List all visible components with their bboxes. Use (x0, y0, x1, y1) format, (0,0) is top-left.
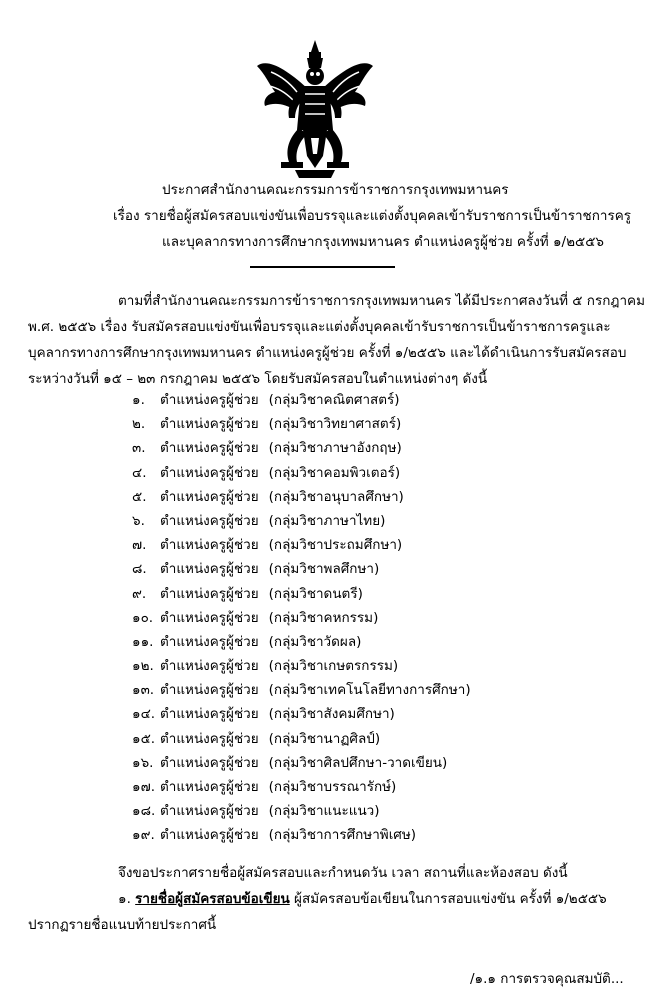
list-item-title: ตำแหน่งครูผู้ช่วย (160, 488, 259, 505)
list-item-group: (กลุ่มวิชาพลศึกษา) (268, 561, 380, 578)
list-item-group: (กลุ่มวิชาวัดผล) (268, 633, 362, 650)
list-item-number: ๑๐. (132, 609, 154, 626)
list-item-title: ตำแหน่งครูผู้ช่วย (160, 803, 259, 820)
title-line-2: เรื่อง รายชื่อผู้สมัครสอบแข่งขันเพื่อบรรจุและแต่งตั้งบุคคลเข้ารับราชการเป็นข้าราชการครู (113, 208, 631, 224)
list-item-title: ตำแหน่งครูผู้ช่วย (160, 585, 259, 602)
list-item-group: (กลุ่มวิชาศิลปศึกษา-วาดเขียน) (268, 754, 448, 771)
garuda-emblem (255, 38, 375, 180)
list-item-group: (กลุ่มวิชานาฏศิลป์) (268, 730, 381, 747)
list-item-number: ๑๓. (132, 682, 155, 699)
list-item-group: (กลุ่มวิชาเทคโนโลยีทางการศึกษา) (268, 682, 471, 699)
position-list (132, 388, 471, 848)
list-item-number: ๑๘. (132, 803, 156, 820)
list-item-title: ตำแหน่งครูผู้ช่วย (160, 609, 259, 626)
list-item-group: (กลุ่มวิชาการศึกษาพิเศษ) (268, 827, 417, 844)
intro-line: พ.ศ. ๒๕๕๖ เรื่อง รับสมัครสอบแข่งขันเพื่อบรรจุและแต่งตั้งบุคคลเข้ารับราชการเป็นข้าราชการครูและ (28, 319, 611, 335)
list-item-number: ๑๔. (132, 706, 156, 723)
list-item-number: ๑๒. (132, 658, 154, 675)
list-item-group: (กลุ่มวิชาประถมศึกษา) (268, 537, 403, 554)
list-item (132, 823, 471, 847)
list-item-number: ๖. (132, 512, 145, 529)
list-item (132, 727, 471, 751)
item-1-continuation: ปรากฏรายชื่อแนบท้ายประกาศนี้ (28, 917, 217, 933)
list-item-number: ๑. (132, 392, 145, 408)
list-item-number: ๗. (132, 537, 147, 554)
list-item-group: (กลุ่มวิชาบรรณารักษ์) (268, 779, 397, 795)
list-item (132, 702, 471, 726)
list-item (132, 412, 471, 436)
list-item-title: ตำแหน่งครูผู้ช่วย (160, 754, 259, 771)
list-item-title: ตำแหน่งครูผู้ช่วย (160, 682, 259, 699)
closing-statement: จึงขอประกาศรายชื่อผู้สมัครสอบและกำหนดวัน เวลา สถานที่และห้องสอบ ดังนี้ (118, 865, 568, 881)
list-item-number: ๕. (132, 488, 147, 505)
list-item-number: ๑๖. (132, 754, 154, 771)
item-1-text: ผู้สมัครสอบข้อเขียนในการสอบแข่งขัน ครั้งที่ ๑/๒๕๕๖ (294, 891, 607, 907)
continuation-footer: /๑.๑ การตรวจคุณสมบัติ... (470, 971, 624, 987)
list-item (132, 436, 471, 460)
list-item-number: ๑๗. (132, 779, 156, 795)
list-item-title: ตำแหน่งครูผู้ช่วย (160, 537, 259, 554)
list-item (132, 775, 471, 799)
list-item (132, 606, 471, 630)
item-1-number: ๑. (118, 891, 131, 907)
list-item-number: ๘. (132, 561, 147, 578)
list-item-group: (กลุ่มวิชาอนุบาลศึกษา) (268, 488, 404, 505)
list-item-group: (กลุ่มวิชาภาษาไทย) (268, 512, 386, 529)
list-item-title: ตำแหน่งครูผู้ช่วย (160, 779, 259, 795)
list-item-number: ๑๑. (132, 633, 154, 650)
list-item-number: ๑๙. (132, 827, 155, 844)
list-item-title: ตำแหน่งครูผู้ช่วย (160, 658, 259, 675)
item-1 (118, 886, 607, 912)
list-item-title: ตำแหน่งครูผู้ช่วย (160, 416, 259, 433)
intro-line: ระหว่างวันที่ ๑๕ – ๒๓ กรกฎาคม ๒๕๕๖ โดยรับสมัครสอบในตำแหน่งต่างๆ ดังนี้ (28, 371, 488, 387)
list-item-group: (กลุ่มวิชาสังคมศึกษา) (268, 706, 395, 723)
list-item-number: ๙. (132, 585, 147, 602)
list-item-title: ตำแหน่งครูผู้ช่วย (160, 464, 259, 481)
list-item-group: (กลุ่มวิชาคอมพิวเตอร์) (268, 464, 401, 481)
list-item-title: ตำแหน่งครูผู้ช่วย (160, 633, 259, 650)
list-item-title: ตำแหน่งครูผู้ช่วย (160, 512, 259, 529)
intro-line: ตามที่สำนักงานคณะกรรมการข้าราชการกรุงเทพมหานคร ได้มีประกาศลงวันที่ ๕ กรกฎาคม (118, 293, 645, 309)
list-item (132, 582, 471, 606)
list-item-number: ๒. (132, 416, 146, 433)
list-item (132, 557, 471, 581)
list-item (132, 461, 471, 485)
intro-line: บุคลากรทางการศึกษากรุงเทพมหานคร ตำแหน่งครูผู้ช่วย ครั้งที่ ๑/๒๕๕๖ และได้ดำเนินการรับสมัครสอบ (28, 345, 627, 361)
list-item (132, 533, 471, 557)
list-item-group: (กลุ่มวิชาภาษาอังกฤษ) (268, 440, 402, 457)
list-item-number: ๓. (132, 440, 146, 457)
intro-paragraph (28, 288, 645, 392)
item-1-heading: รายชื่อผู้สมัครสอบข้อเขียน (135, 891, 290, 907)
list-item (132, 509, 471, 533)
list-item-group: (กลุ่มวิชาเกษตรกรรม) (268, 658, 399, 675)
list-item (132, 799, 471, 823)
list-item-title: ตำแหน่งครูผู้ช่วย (160, 706, 259, 723)
list-item-title: ตำแหน่งครูผู้ช่วย (160, 730, 259, 747)
title-line-3: และบุคลากรทางการศึกษากรุงเทพมหานคร ตำแหน่งครูผู้ช่วย ครั้งที่ ๑/๒๕๕๖ (162, 234, 604, 250)
title-divider (250, 266, 395, 268)
list-item (132, 678, 471, 702)
list-item-title: ตำแหน่งครูผู้ช่วย (160, 827, 259, 844)
list-item (132, 654, 471, 678)
list-item (132, 388, 471, 412)
list-item-number: ๑๕. (132, 730, 156, 747)
list-item (132, 485, 471, 509)
list-item-group: (กลุ่มวิชาคณิตศาสตร์) (268, 392, 400, 408)
list-item-title: ตำแหน่งครูผู้ช่วย (160, 561, 259, 578)
list-item-group: (กลุ่มวิชาแนะแนว) (268, 803, 380, 820)
list-item-group: (กลุ่มวิชาคหกรรม) (268, 609, 379, 626)
list-item-title: ตำแหน่งครูผู้ช่วย (160, 392, 259, 408)
list-item-number: ๔. (132, 464, 147, 481)
list-item-group: (กลุ่มวิชาวิทยาศาสตร์) (268, 416, 402, 433)
title-line-1: ประกาศสำนักงานคณะกรรมการข้าราชการกรุงเทพมหานคร (162, 182, 509, 198)
list-item-group: (กลุ่มวิชาดนตรี) (268, 585, 363, 602)
list-item (132, 751, 471, 775)
list-item-title: ตำแหน่งครูผู้ช่วย (160, 440, 259, 457)
list-item (132, 630, 471, 654)
